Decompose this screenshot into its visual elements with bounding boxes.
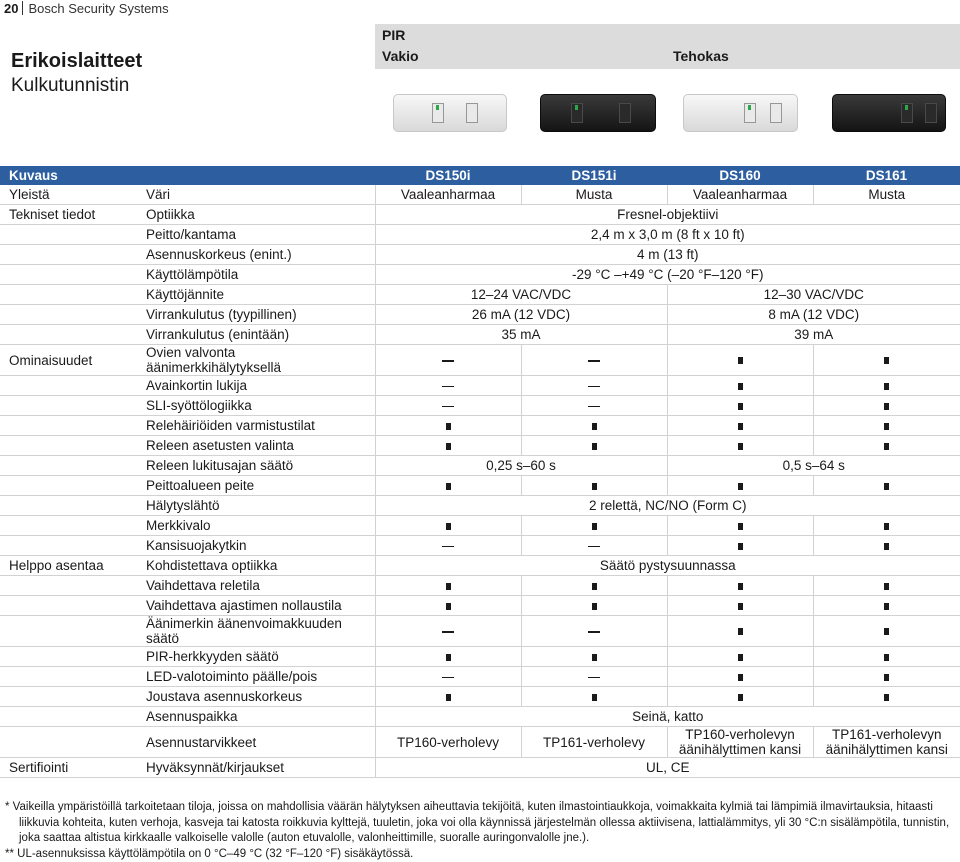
value-cell: TP161-verholevyn äänihälyttimen kansi <box>813 727 960 758</box>
feature-yes-icon <box>592 603 597 610</box>
table-row <box>0 616 960 647</box>
row-category <box>0 596 137 616</box>
feature-yes-icon <box>884 694 889 701</box>
feature-cell <box>813 345 960 376</box>
feature-no-icon <box>588 677 600 679</box>
table-row <box>0 456 960 476</box>
table-row <box>0 416 960 436</box>
band-label: PIR <box>382 27 405 43</box>
row-label: SLI-syöttölogiikka <box>137 396 375 416</box>
row-category <box>0 496 137 516</box>
row-category <box>0 325 137 345</box>
feature-yes-icon <box>446 483 451 490</box>
feature-yes-icon <box>446 654 451 661</box>
feature-cell <box>667 436 813 456</box>
row-category <box>0 225 137 245</box>
row-label: Käyttölämpötila <box>137 265 375 285</box>
feature-cell <box>375 376 521 396</box>
row-category <box>0 245 137 265</box>
feature-no-icon <box>442 386 454 388</box>
table-row <box>0 205 960 225</box>
feature-cell <box>813 687 960 707</box>
feature-cell <box>667 476 813 496</box>
table-row <box>0 396 960 416</box>
feature-yes-icon <box>884 403 889 410</box>
table-row <box>0 556 960 576</box>
feature-yes-icon <box>884 654 889 661</box>
footnote: * Vaikeilla ympäristöillä tarkoitetaan tiloja, joissa on mahdollisia väärän hälytyksen aiheuttavia tekijöitä, kuten ilmastointiaukkoja, voimakkaita kylmiä tai lämpimiä ilmavirtauksia, hitaasti liikkuvia kohteita, kuten verhoja, kasveja tai katosta roikkuvia kylttejä, tuuletin, joka voi olla käynnissä järjestelmän ollessa aktiivisena, lattialämmitys, yli 30 °C:n sisälämpötila, tunnistin, joka saattaa altistua kirkkaalle valkoiselle valolle (auton etuvalolle, valonheittimille, suoralle auringonvalolle jne.). <box>0 800 960 847</box>
row-label: Merkkivalo <box>137 516 375 536</box>
feature-cell <box>521 536 667 556</box>
feature-cell <box>521 647 667 667</box>
feature-cell <box>375 536 521 556</box>
feature-yes-icon <box>446 523 451 530</box>
row-label: Asennuskorkeus (enint.) <box>137 245 375 265</box>
table-row <box>0 436 960 456</box>
feature-cell <box>521 416 667 436</box>
row-label: Äänimerkin äänenvoimakkuuden säätö <box>137 616 375 647</box>
feature-cell <box>667 687 813 707</box>
feature-cell <box>521 436 667 456</box>
feature-yes-icon <box>738 383 743 390</box>
header-description: Kuvaus <box>0 166 375 185</box>
value-cell: 26 mA (12 VDC) <box>375 305 667 325</box>
row-category <box>0 727 137 758</box>
feature-yes-icon <box>592 523 597 530</box>
feature-no-icon <box>588 406 600 408</box>
feature-no-icon <box>442 677 454 679</box>
row-category <box>0 305 137 325</box>
value-cell: Fresnel-objektiivi <box>375 205 960 225</box>
feature-cell <box>667 376 813 396</box>
feature-cell <box>375 576 521 596</box>
value-cell: 35 mA <box>375 325 667 345</box>
feature-no-icon <box>588 386 600 388</box>
table-header-row <box>0 166 960 185</box>
row-category <box>0 285 137 305</box>
feature-yes-icon <box>592 443 597 450</box>
feature-yes-icon <box>884 674 889 681</box>
value-cell: 0,25 s–60 s <box>375 456 667 476</box>
table-row <box>0 476 960 496</box>
feature-yes-icon <box>884 357 889 364</box>
feature-yes-icon <box>446 443 451 450</box>
row-label: Optiikka <box>137 205 375 225</box>
band-standard-label: Vakio <box>382 48 419 64</box>
feature-yes-icon <box>738 483 743 490</box>
feature-cell <box>375 345 521 376</box>
feature-yes-icon <box>592 483 597 490</box>
row-category <box>0 396 137 416</box>
category-band <box>375 24 960 69</box>
feature-yes-icon <box>884 583 889 590</box>
feature-cell <box>667 576 813 596</box>
table-row <box>0 376 960 396</box>
row-label: Asennustarvikkeet <box>137 727 375 758</box>
feature-cell <box>375 647 521 667</box>
footnotes <box>0 800 960 862</box>
value-cell: 4 m (13 ft) <box>375 245 960 265</box>
row-category <box>0 456 137 476</box>
feature-yes-icon <box>738 523 743 530</box>
page-header <box>0 0 169 16</box>
product-image-ds160 <box>683 94 798 132</box>
feature-yes-icon <box>446 583 451 590</box>
feature-cell <box>813 596 960 616</box>
row-label: Käyttöjännite <box>137 285 375 305</box>
feature-yes-icon <box>592 654 597 661</box>
feature-cell <box>813 647 960 667</box>
value-cell: 39 mA <box>667 325 960 345</box>
feature-no-icon <box>588 631 600 633</box>
feature-no-icon <box>442 631 454 633</box>
feature-yes-icon <box>738 603 743 610</box>
section-subtitle: Kulkutunnistin <box>11 75 129 97</box>
feature-cell <box>667 536 813 556</box>
row-category: Tekniset tiedot <box>0 205 137 225</box>
value-cell: Vaaleanharmaa <box>667 185 813 205</box>
feature-cell <box>521 396 667 416</box>
row-category <box>0 667 137 687</box>
row-category: Helppo asentaa <box>0 556 137 576</box>
feature-cell <box>375 596 521 616</box>
value-cell: -29 °C –+49 °C (–20 °F–120 °F) <box>375 265 960 285</box>
value-cell: 12–30 VAC/VDC <box>667 285 960 305</box>
model-header-ds160: DS160 <box>667 166 813 185</box>
row-category <box>0 707 137 727</box>
row-label: Vaihdettava reletila <box>137 576 375 596</box>
feature-cell <box>375 396 521 416</box>
value-cell: 2 relettä, NC/NO (Form C) <box>375 496 960 516</box>
feature-cell <box>521 596 667 616</box>
row-label: Joustava asennuskorkeus <box>137 687 375 707</box>
feature-cell <box>813 616 960 647</box>
feature-cell <box>813 516 960 536</box>
table-row <box>0 245 960 265</box>
model-header-ds161: DS161 <box>813 166 960 185</box>
value-cell: TP160-verholevy <box>375 727 521 758</box>
feature-no-icon <box>442 360 454 362</box>
spec-table <box>0 166 960 778</box>
row-category <box>0 687 137 707</box>
row-category <box>0 376 137 396</box>
value-cell: 0,5 s–64 s <box>667 456 960 476</box>
value-cell: UL, CE <box>375 758 960 778</box>
feature-cell <box>375 476 521 496</box>
value-cell: 2,4 m x 3,0 m (8 ft x 10 ft) <box>375 225 960 245</box>
row-label: Hyväksynnät/kirjaukset <box>137 758 375 778</box>
row-category <box>0 416 137 436</box>
product-image-ds150i <box>393 94 507 132</box>
row-label: PIR-herkkyyden säätö <box>137 647 375 667</box>
row-category <box>0 476 137 496</box>
table-row <box>0 185 960 205</box>
model-header-ds150i: DS150i <box>375 166 521 185</box>
table-row <box>0 536 960 556</box>
table-row <box>0 285 960 305</box>
row-label: Kohdistettava optiikka <box>137 556 375 576</box>
feature-cell <box>521 376 667 396</box>
feature-cell <box>375 436 521 456</box>
row-category <box>0 647 137 667</box>
table-row <box>0 305 960 325</box>
value-cell: 12–24 VAC/VDC <box>375 285 667 305</box>
feature-yes-icon <box>738 543 743 550</box>
row-category <box>0 265 137 285</box>
row-category <box>0 616 137 647</box>
footnote: ** UL-asennuksissa käyttölämpötila on 0 °C–49 °C (32 °F–120 °F) sisäkäytössä. <box>0 847 960 862</box>
feature-cell <box>667 516 813 536</box>
value-cell: Musta <box>521 185 667 205</box>
table-row <box>0 727 960 758</box>
value-cell: Seinä, katto <box>375 707 960 727</box>
feature-cell <box>667 345 813 376</box>
feature-cell <box>521 476 667 496</box>
row-label: LED-valotoiminto päälle/pois <box>137 667 375 687</box>
feature-cell <box>521 345 667 376</box>
feature-cell <box>813 667 960 687</box>
feature-yes-icon <box>738 654 743 661</box>
feature-cell <box>667 616 813 647</box>
table-row <box>0 758 960 778</box>
feature-cell <box>813 536 960 556</box>
table-row <box>0 707 960 727</box>
row-label: Avainkortin lukija <box>137 376 375 396</box>
feature-yes-icon <box>446 694 451 701</box>
brand-name: Bosch Security Systems <box>28 1 168 16</box>
feature-yes-icon <box>884 383 889 390</box>
feature-yes-icon <box>884 443 889 450</box>
feature-cell <box>375 616 521 647</box>
row-category <box>0 436 137 456</box>
table-row <box>0 647 960 667</box>
table-row <box>0 325 960 345</box>
table-row <box>0 516 960 536</box>
feature-yes-icon <box>738 403 743 410</box>
table-row <box>0 265 960 285</box>
table-row <box>0 345 960 376</box>
feature-yes-icon <box>592 583 597 590</box>
product-image-ds151i <box>540 94 656 132</box>
row-category: Yleistä <box>0 185 137 205</box>
feature-no-icon <box>442 546 454 548</box>
row-label: Ovien valvonta äänimerkkihälytyksellä <box>137 345 375 376</box>
value-cell: 8 mA (12 VDC) <box>667 305 960 325</box>
value-cell: TP161-verholevy <box>521 727 667 758</box>
feature-cell <box>521 687 667 707</box>
feature-yes-icon <box>884 423 889 430</box>
feature-cell <box>521 576 667 596</box>
row-category <box>0 576 137 596</box>
feature-cell <box>521 616 667 647</box>
row-label: Vaihdettava ajastimen nollaustila <box>137 596 375 616</box>
feature-cell <box>813 396 960 416</box>
page-number: 20 <box>0 1 22 16</box>
row-label: Hälytyslähtö <box>137 496 375 516</box>
feature-cell <box>375 416 521 436</box>
feature-yes-icon <box>738 628 743 635</box>
feature-cell <box>667 667 813 687</box>
feature-cell <box>375 667 521 687</box>
feature-yes-icon <box>446 603 451 610</box>
feature-no-icon <box>442 406 454 408</box>
band-performance-label: Tehokas <box>673 48 729 64</box>
table-row <box>0 225 960 245</box>
table-row <box>0 667 960 687</box>
feature-cell <box>667 596 813 616</box>
feature-yes-icon <box>738 357 743 364</box>
feature-cell <box>667 647 813 667</box>
feature-yes-icon <box>446 423 451 430</box>
feature-cell <box>813 376 960 396</box>
feature-yes-icon <box>592 694 597 701</box>
row-category: Ominaisuudet <box>0 345 137 376</box>
feature-cell <box>813 576 960 596</box>
row-label: Asennuspaikka <box>137 707 375 727</box>
feature-yes-icon <box>738 583 743 590</box>
feature-yes-icon <box>884 628 889 635</box>
row-category <box>0 536 137 556</box>
value-cell: Vaaleanharmaa <box>375 185 521 205</box>
feature-yes-icon <box>884 603 889 610</box>
row-label: Releen lukitusajan säätö <box>137 456 375 476</box>
row-category <box>0 516 137 536</box>
feature-cell <box>521 516 667 536</box>
feature-no-icon <box>588 360 600 362</box>
table-row <box>0 596 960 616</box>
feature-cell <box>667 396 813 416</box>
product-image-ds161 <box>832 94 946 132</box>
row-label: Kansisuojakytkin <box>137 536 375 556</box>
row-label: Releen asetusten valinta <box>137 436 375 456</box>
feature-cell <box>521 667 667 687</box>
feature-yes-icon <box>738 674 743 681</box>
feature-yes-icon <box>884 523 889 530</box>
table-row <box>0 496 960 516</box>
feature-yes-icon <box>592 423 597 430</box>
table-row <box>0 687 960 707</box>
value-cell: TP160-verholevyn äänihälyttimen kansi <box>667 727 813 758</box>
row-label: Peitto/kantama <box>137 225 375 245</box>
feature-cell <box>813 416 960 436</box>
feature-cell <box>375 687 521 707</box>
row-label: Peittoalueen peite <box>137 476 375 496</box>
row-label: Virrankulutus (enintään) <box>137 325 375 345</box>
section-title: Erikoislaitteet <box>11 50 142 73</box>
feature-cell <box>813 436 960 456</box>
value-cell: Säätö pystysuunnassa <box>375 556 960 576</box>
feature-cell <box>375 516 521 536</box>
feature-yes-icon <box>738 694 743 701</box>
feature-yes-icon <box>884 543 889 550</box>
feature-cell <box>813 476 960 496</box>
feature-yes-icon <box>738 443 743 450</box>
model-header-ds151i: DS151i <box>521 166 667 185</box>
feature-no-icon <box>588 546 600 548</box>
row-label: Väri <box>137 185 375 205</box>
feature-yes-icon <box>738 423 743 430</box>
table-row <box>0 576 960 596</box>
feature-yes-icon <box>884 483 889 490</box>
value-cell: Musta <box>813 185 960 205</box>
row-category: Sertifiointi <box>0 758 137 778</box>
row-label: Relehäiriöiden varmistustilat <box>137 416 375 436</box>
header-divider <box>22 1 23 15</box>
feature-cell <box>667 416 813 436</box>
row-label: Virrankulutus (tyypillinen) <box>137 305 375 325</box>
